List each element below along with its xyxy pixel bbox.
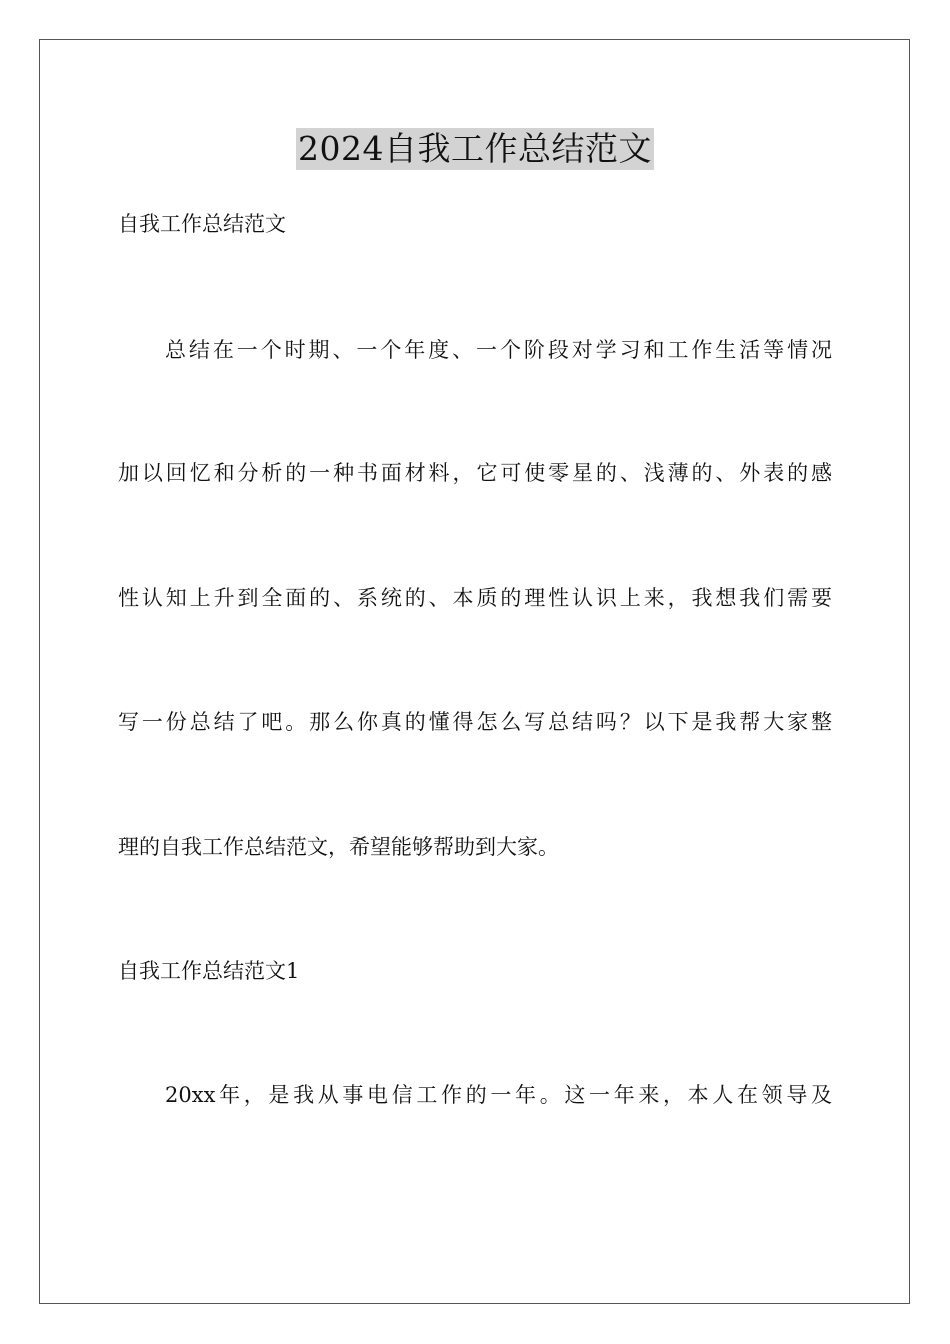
intro-line-2: 加以回忆和分析的一种书面材料，它可使零星的、浅薄的、外表的感 [118, 461, 832, 485]
intro-line-1: 总结在一个时期、一个年度、一个阶段对学习和工作生活等情况 [165, 338, 832, 362]
intro-line-3: 性认知上升到全面的、系统的、本质的理性认识上来，我想我们需要 [118, 586, 832, 610]
document-title: 2024自我工作总结范文 [298, 129, 652, 168]
document-subtitle: 自我工作总结范文 [118, 212, 286, 236]
intro-line-4: 写一份总结了吧。那么你真的懂得怎么写总结吗？以下是我帮大家整 [118, 710, 832, 734]
intro-line-5: 理的自我工作总结范文，希望能够帮助到大家。 [118, 835, 559, 859]
title-container [0, 128, 950, 170]
section-paragraph-line-1: 20xx年，是我从事电信工作的一年。这一年来，本人在领导及 [165, 1083, 832, 1107]
section-heading: 自我工作总结范文1 [118, 959, 300, 983]
